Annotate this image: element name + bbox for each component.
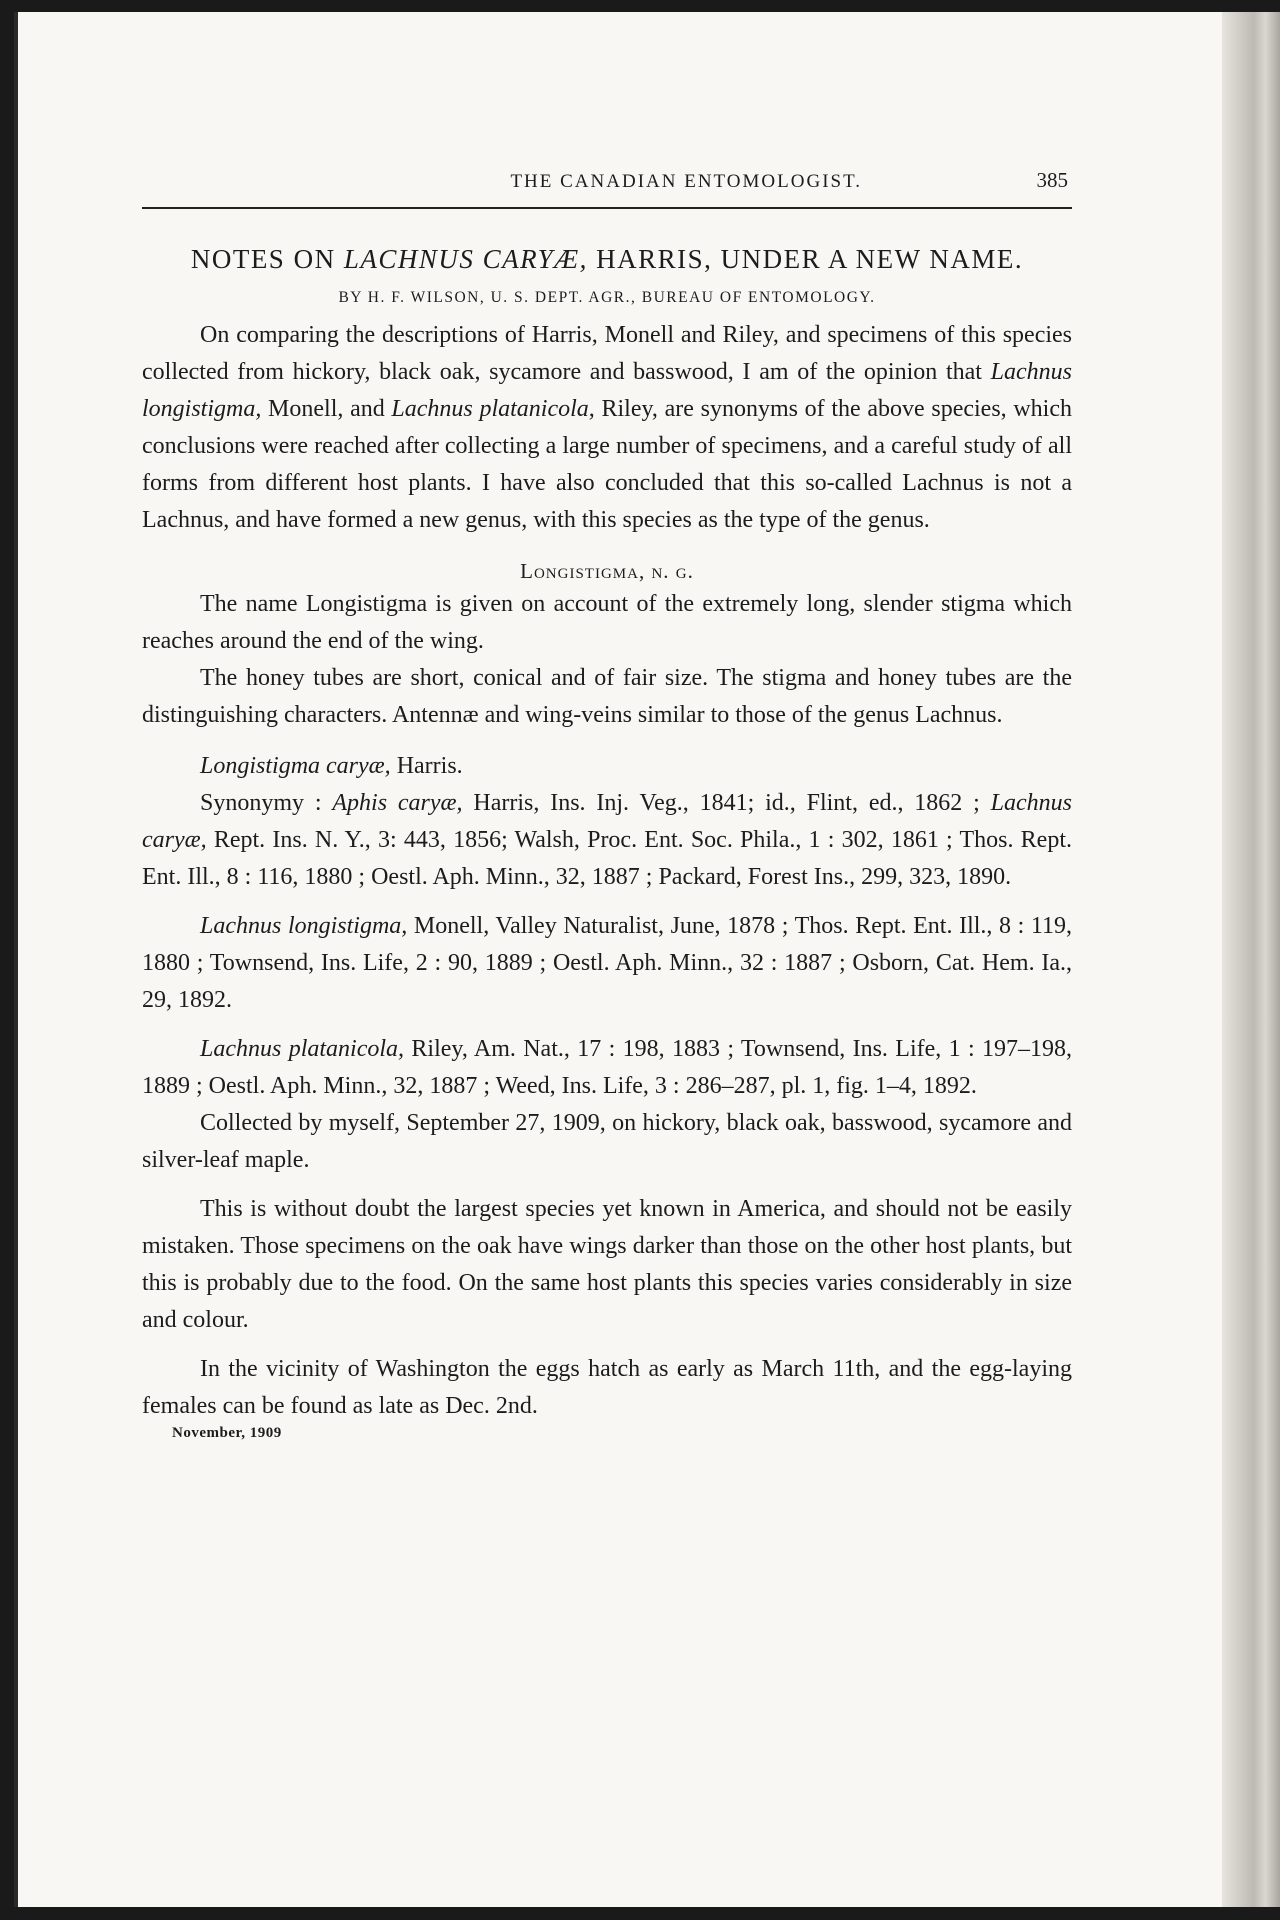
running-title: THE CANADIAN ENTOMOLOGIST. bbox=[510, 171, 863, 192]
species-name: Longistigma caryæ, bbox=[200, 753, 391, 779]
journal-page bbox=[142, 168, 1072, 1442]
synonymy-label: Synonymy : bbox=[200, 790, 333, 816]
page-edge bbox=[1222, 12, 1280, 1907]
intro-text-1: On comparing the descriptions of Harris, Monell and Riley, and specimens of this species collected from hickory, black oak, sycamore and basswood, I am of the opinion that bbox=[142, 322, 1072, 385]
byline: BY H. F. WILSON, U. S. DEPT. AGR., BUREAU OF ENTOMOLOGY. bbox=[338, 289, 876, 306]
intro-em-2: Lachnus platanicola, bbox=[391, 396, 595, 422]
genus-paragraph-1: The name Longistigma is given on account of the extremely long, slender stigma which reaches around the end of the wing. bbox=[142, 591, 1072, 654]
collected-paragraph: Collected by myself, September 27, 1909, on hickory, black oak, basswood, sycamore and silver-leaf maple. bbox=[142, 1110, 1072, 1173]
species-heading bbox=[142, 748, 1072, 785]
synonym-platanicola: Lachnus platanicola, bbox=[200, 1036, 405, 1062]
synonymy-text-3: Monell, Valley Naturalist, June, 1878 ; Thos. Rept. Ent. Ill., 8 : 119, 1880 ; Townsend, Ins. Life, 2 : 90, 1889 ; Oestl. Aph. Minn., 32 : 1887 ; Osborn, Cat. Hem. Ia., 29, 1892. bbox=[142, 913, 1072, 1013]
intro-text-3: Riley, are synonyms of the above species, which conclusions were reached after collecting a large number of specimens, and a careful study of all forms from different host plants. I have also concluded that this so-called Lachnus is not a Lachnus, and have formed a new genus, with this species as the type of the genus. bbox=[142, 396, 1072, 533]
page-number: 385 bbox=[1036, 168, 1068, 192]
intro-text-2: Monell, and bbox=[261, 396, 392, 422]
synonymy-text-1: Harris, Ins. Inj. Veg., 1841; id., Flint, ed., 1862 ; bbox=[462, 790, 991, 816]
genus-heading: Longistigma, n. g. bbox=[520, 559, 694, 583]
running-head bbox=[142, 168, 1072, 209]
synonym-longistigma: Lachnus longistigma, bbox=[200, 913, 408, 939]
synonymy-paragraph-2 bbox=[142, 908, 1072, 1019]
title-post: HARRIS, UNDER A NEW NAME. bbox=[587, 244, 1024, 274]
vicinity-paragraph: In the vicinity of Washington the eggs hatch as early as March 11th, and the egg-laying females can be found as late as Dec. 2nd. bbox=[142, 1356, 1072, 1419]
genus-paragraph-2: The honey tubes are short, conical and of fair size. The stigma and honey tubes are the distinguishing characters. Antennæ and wing-veins similar to those of the genus Lachnus. bbox=[142, 665, 1072, 728]
title-species: LACHNUS CARYÆ, bbox=[343, 244, 588, 274]
intro-paragraph bbox=[142, 317, 1072, 539]
synonymy-text-2: Rept. Ins. N. Y., 3: 443, 1856; Walsh, Proc. Ent. Soc. Phila., 1 : 302, 1861 ; Thos. Rept. Ent. Ill., 8 : 116, 1880 ; Oestl. Aph. Minn., 32, 1887 ; Packard, Forest Ins., 299, 323, 1890. bbox=[142, 827, 1072, 890]
article-title bbox=[142, 243, 1072, 275]
synonymy-text-4: Riley, Am. Nat., 17 : 198, 1883 ; Townsend, Ins. Life, 1 : 197–198, 1889 ; Oestl. Aph. Minn., 32, 1887 ; Weed, Ins. Life, 3 : 286–287, pl. 1, fig. 1–4, 1892. bbox=[142, 1036, 1072, 1099]
synonym-lachnus-caryae: Lachnus caryæ, bbox=[142, 790, 1073, 853]
date-line: November, 1909 bbox=[172, 1425, 282, 1441]
synonym-aphis: Aphis caryæ, bbox=[332, 790, 463, 816]
synonymy-paragraph-1 bbox=[142, 785, 1072, 896]
species-author: Harris. bbox=[390, 753, 463, 779]
largest-paragraph: This is without doubt the largest species yet known in America, and should not be easily mistaken. Those specimens on the oak have wings darker than those on the other host plants, but this is probably due to the food. On the same host plants this species varies considerably in size and colour. bbox=[142, 1196, 1072, 1333]
intro-em-1: Lachnus longistigma, bbox=[142, 359, 1072, 422]
synonymy-paragraph-3 bbox=[142, 1031, 1072, 1105]
title-pre: NOTES ON bbox=[190, 244, 344, 274]
